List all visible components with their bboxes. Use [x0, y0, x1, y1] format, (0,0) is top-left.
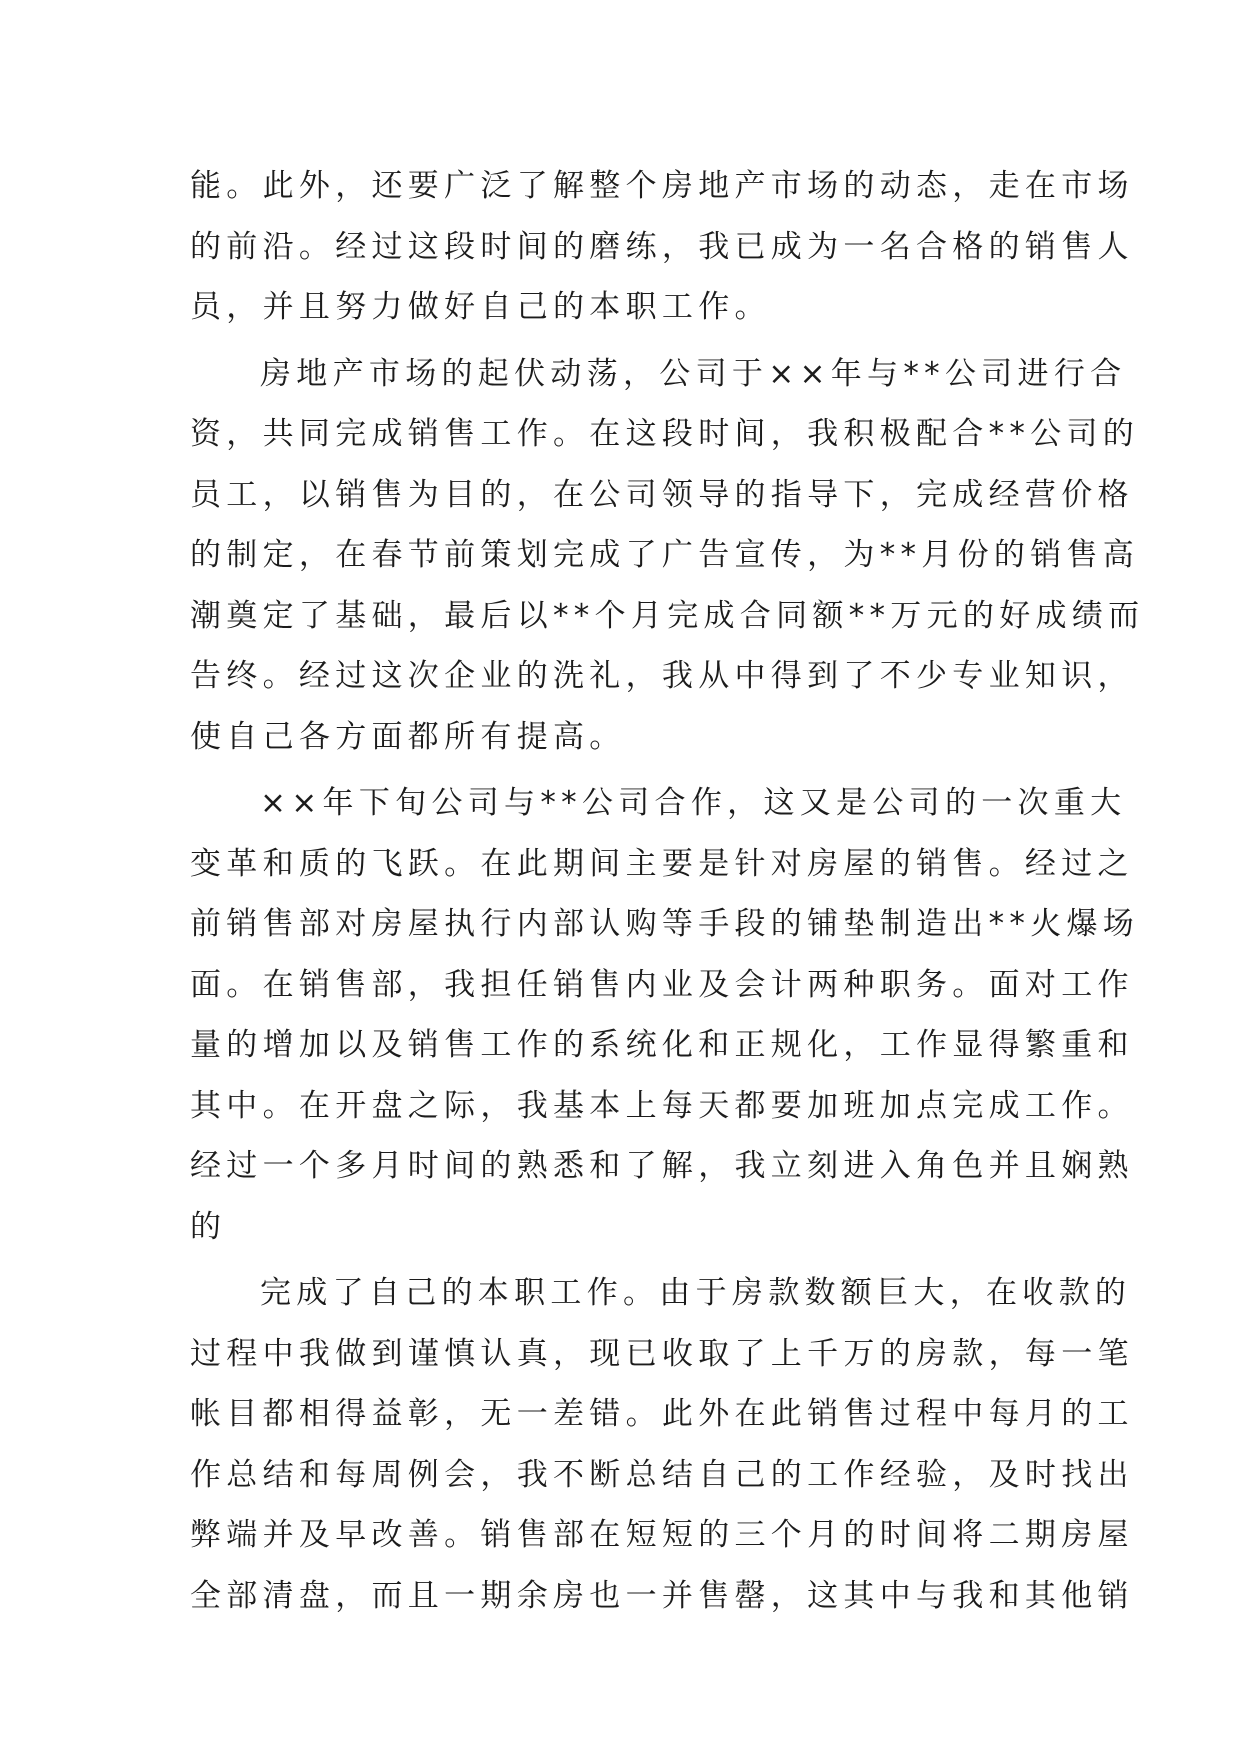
text-line: 变革和质的飞跃。在此期间主要是针对房屋的销售。经过之	[190, 845, 1134, 882]
text-line: 员工，以销售为目的，在公司领导的指导下，完成经营价格	[190, 476, 1134, 513]
text-line: 潮奠定了基础，最后以**个月完成合同额**万元的好成绩而	[190, 597, 1145, 634]
text-line: 其中。在开盘之际，我基本上每天都要加班加点完成工作。	[190, 1087, 1134, 1124]
paragraph-first-line: 房地产市场的起伏动荡，公司于××年与**公司进行合	[260, 355, 1127, 392]
paragraph-first-line: ××年下旬公司与**公司合作，这又是公司的一次重大	[260, 785, 1127, 821]
text-line: 全部清盘，而且一期余房也一并售罄，这其中与我和其他销	[190, 1577, 1134, 1614]
text-line: 弊端并及早改善。销售部在短短的三个月的时间将二期房屋	[190, 1517, 1134, 1553]
text-line: 的前沿。经过这段时间的磨练，我已成为一名合格的销售人	[190, 228, 1134, 265]
text-line: 前销售部对房屋执行内部认购等手段的铺垫制造出**火爆场	[190, 906, 1140, 942]
text-line: 的	[190, 1208, 227, 1245]
text-line: 能。此外，还要广泛了解整个房地产市场的动态，走在市场	[190, 168, 1134, 204]
text-line: 作总结和每周例会，我不断总结自己的工作经验，及时找出	[190, 1456, 1134, 1493]
text-line: 过程中我做到谨慎认真，现已收取了上千万的房款，每一笔	[190, 1335, 1134, 1372]
document-body	[190, 156, 1145, 1626]
text-line: 面。在销售部，我担任销售内业及会计两种职务。面对工作	[190, 966, 1134, 1003]
text-line: 资，共同完成销售工作。在这段时间，我积极配合**公司的	[190, 416, 1140, 452]
text-line: 经过一个多月时间的熟悉和了解，我立刻进入角色并且娴熟	[190, 1148, 1134, 1184]
text-line: 使自己各方面都所有提高。	[190, 718, 626, 755]
text-line: 量的增加以及销售工作的系统化和正规化，工作显得繁重和	[190, 1027, 1134, 1063]
text-line: 的制定，在春节前策划完成了广告宣传，为**月份的销售高	[190, 537, 1140, 573]
text-line: 告终。经过这次企业的洗礼，我从中得到了不少专业知识，	[190, 658, 1134, 694]
text-line: 帐目都相得益彰，无一差错。此外在此销售过程中每月的工	[190, 1396, 1134, 1432]
paragraph-first-line: 完成了自己的本职工作。由于房款数额巨大，在收款的	[260, 1275, 1132, 1311]
text-line: 员，并且努力做好自己的本职工作。	[190, 289, 771, 325]
